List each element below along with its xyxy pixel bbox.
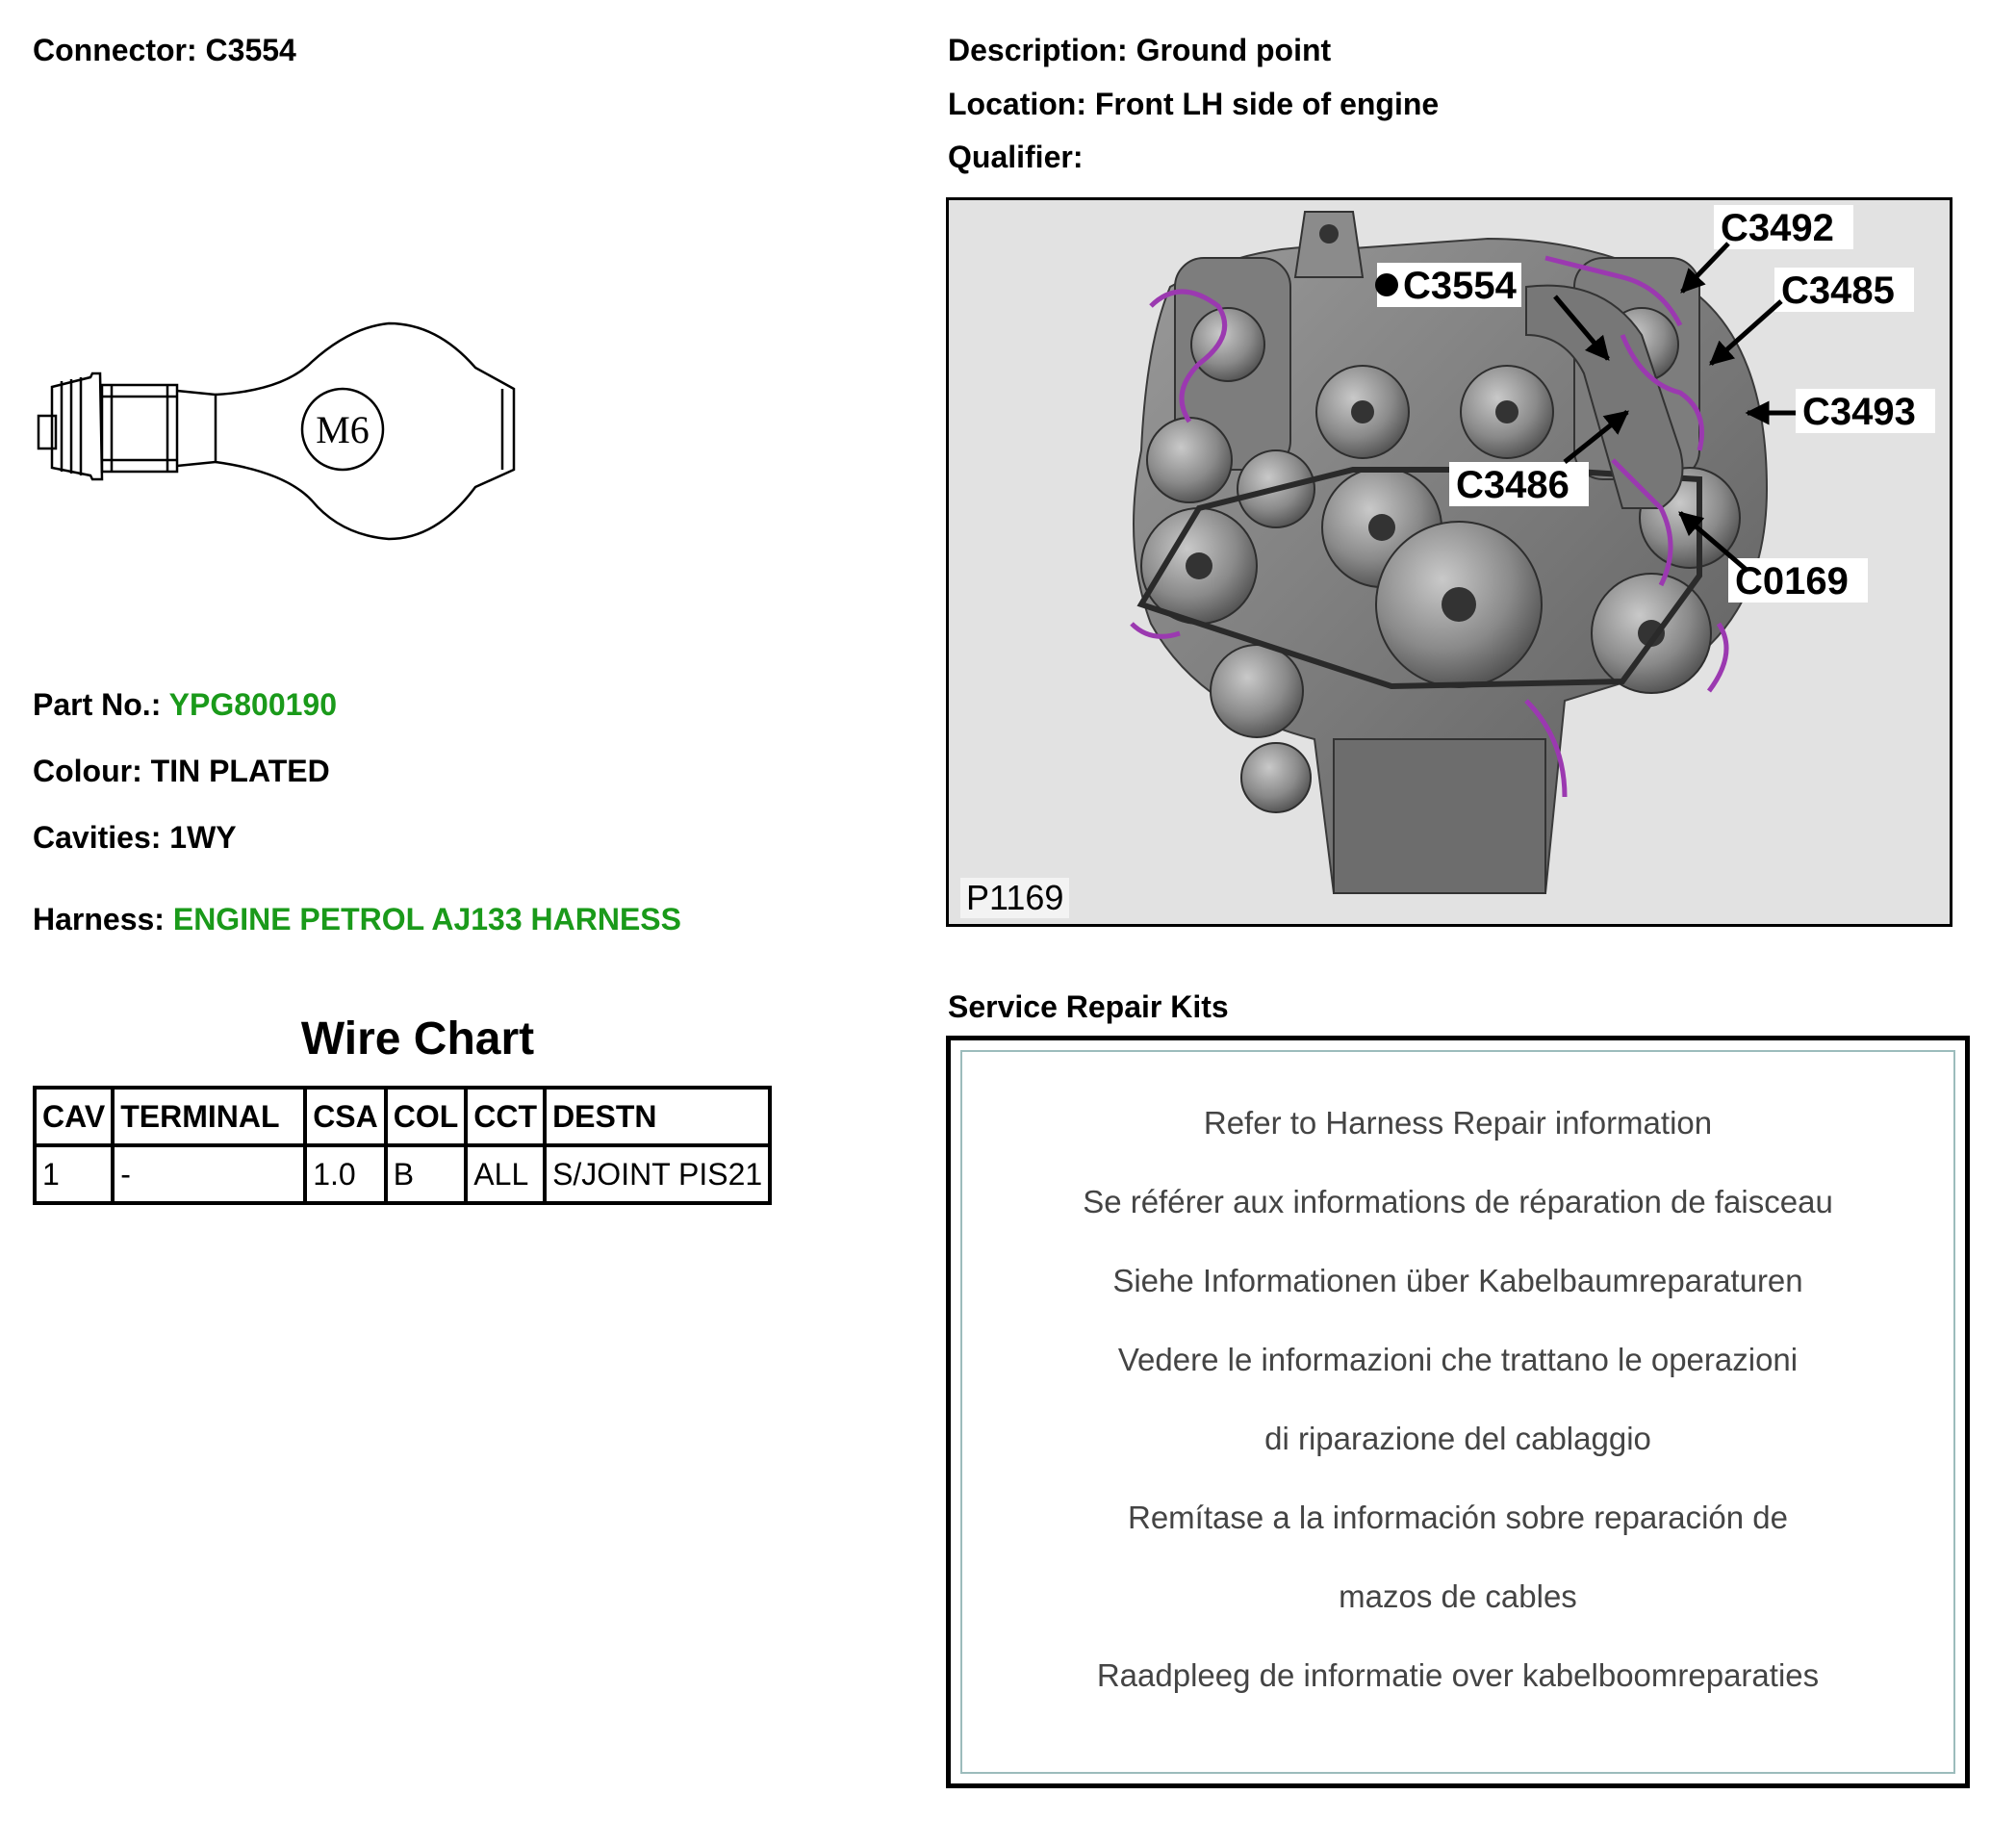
callout-c3554: C3554 bbox=[1403, 265, 1517, 307]
header-csa: CSA bbox=[305, 1088, 386, 1145]
callout-c3486: C3486 bbox=[1456, 464, 1569, 506]
header-cct: CCT bbox=[466, 1088, 545, 1145]
harness-link[interactable]: ENGINE PETROL AJ133 HARNESS bbox=[172, 902, 681, 936]
srk-line-it-2: di riparazione del cablaggio bbox=[1264, 1421, 1651, 1456]
header-terminal: TERMINAL bbox=[113, 1088, 305, 1145]
figure-id: P1169 bbox=[960, 878, 1069, 918]
engine-illustration bbox=[949, 200, 1950, 924]
srk-line-nl: Raadpleeg de informatie over kabelboomreparaties bbox=[1096, 1657, 1820, 1693]
cell-cct: ALL bbox=[466, 1145, 545, 1203]
service-repair-kits-inner bbox=[960, 1050, 1955, 1774]
callout-c3485: C3485 bbox=[1781, 269, 1895, 312]
header-col: COL bbox=[386, 1088, 467, 1145]
engine-locator-figure bbox=[946, 197, 1952, 927]
cell-destn: S/JOINT PIS21 bbox=[545, 1145, 770, 1203]
location-value: Front LH side of engine bbox=[1094, 87, 1440, 121]
cell-cav: 1 bbox=[35, 1145, 113, 1203]
colour-value: TIN PLATED bbox=[150, 754, 330, 788]
callout-c0169: C0169 bbox=[1735, 560, 1849, 603]
connector-label: Connector: C3554 bbox=[33, 33, 296, 67]
stud-size-label: M6 bbox=[316, 408, 370, 451]
part-no-label: Part No.: YPG800190 bbox=[33, 687, 338, 722]
service-repair-kits-box bbox=[946, 1036, 1970, 1788]
srk-line-es-2: mazos de cables bbox=[1339, 1578, 1577, 1614]
harness-label: Harness: ENGINE PETROL AJ133 HARNESS bbox=[33, 902, 681, 936]
srk-line-es-1: Remítase a la información sobre reparación de bbox=[1127, 1500, 1789, 1535]
description-value: Ground point bbox=[1136, 33, 1332, 67]
wire-chart-table bbox=[33, 1086, 772, 1205]
wire-chart-header-row bbox=[35, 1088, 770, 1145]
table-row bbox=[35, 1145, 770, 1203]
qualifier-label: Qualifier: bbox=[948, 140, 1084, 174]
srk-line-de: Siehe Informationen über Kabelbaumreparaturen bbox=[1112, 1263, 1803, 1298]
callout-c3492: C3492 bbox=[1721, 207, 1834, 249]
srk-line-it-1: Vedere le informazioni che trattano le operazioni bbox=[1117, 1342, 1799, 1377]
service-repair-kits-title: Service Repair Kits bbox=[948, 989, 1229, 1024]
srk-line-fr: Se référer aux informations de réparation de faisceau bbox=[1083, 1184, 1833, 1219]
location-label: Location: Front LH side of engine bbox=[948, 87, 1440, 121]
description-label: Description: Ground point bbox=[948, 33, 1332, 67]
colour-label: Colour: TIN PLATED bbox=[33, 754, 330, 788]
cell-col: B bbox=[386, 1145, 467, 1203]
srk-line-en: Refer to Harness Repair information bbox=[1203, 1105, 1713, 1141]
wire-chart-title: Wire Chart bbox=[300, 1013, 535, 1064]
cell-csa: 1.0 bbox=[305, 1145, 386, 1203]
header-destn: DESTN bbox=[545, 1088, 770, 1145]
ring-terminal-drawing bbox=[33, 318, 533, 549]
header-cav: CAV bbox=[35, 1088, 113, 1145]
cavities-label: Cavities: 1WY bbox=[33, 820, 237, 855]
connector-value: C3554 bbox=[205, 33, 296, 67]
cell-terminal: - bbox=[113, 1145, 305, 1203]
part-no-link[interactable]: YPG800190 bbox=[168, 687, 338, 722]
callout-c3493: C3493 bbox=[1802, 391, 1916, 433]
cavities-value: 1WY bbox=[169, 820, 237, 855]
